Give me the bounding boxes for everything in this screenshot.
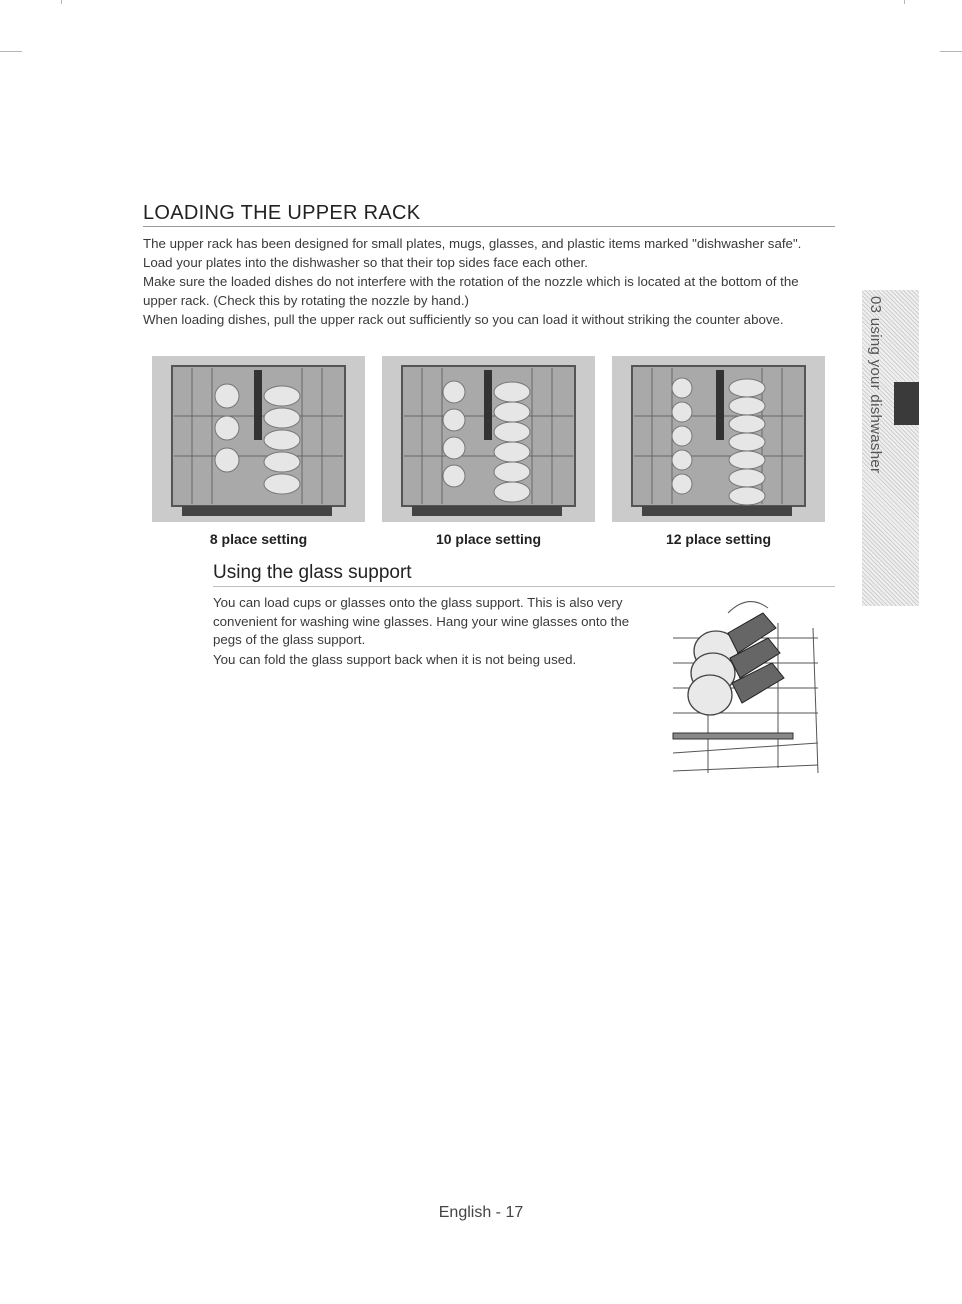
crop-mark: [940, 51, 962, 52]
upper-rack-illustration: [152, 356, 365, 522]
glass-support-title: Using the glass support: [213, 561, 835, 587]
glass-support-illustration: [668, 593, 824, 781]
caption-8-place: 8 place setting: [209, 531, 308, 547]
fold-back-paragraph: You can fold the glass support back when it is not being used.: [213, 652, 577, 667]
chapter-tab-label: 03 using your dishwasher: [867, 296, 884, 474]
loading-paragraph: When loading dishes, pull the upper rack out sufficiently so you can load it without striking the counter above.: [143, 312, 784, 327]
rack-photo-10-place: [382, 356, 595, 522]
page-footer: English - 17: [438, 1204, 524, 1221]
caption-10-place: 10 place setting: [435, 531, 542, 547]
intro-paragraph: The upper rack has been designed for small plates, mugs, glasses, and plastic items marked "dishwasher safe". Load your plates into the dishwasher so that their top sides face each other.: [143, 236, 802, 270]
upper-rack-illustration: [612, 356, 825, 522]
glass-support-paragraph: You can load cups or glasses onto the glass support. This is also very convenient for washing wine glasses. Hang your wine glasses onto the pegs of the glass support.: [213, 595, 630, 647]
crop-mark: [61, 0, 62, 4]
rack-photo-8-place: [152, 356, 365, 522]
caption-12-place: 12 place setting: [665, 531, 772, 547]
chapter-tab-marker: [894, 382, 919, 425]
rack-photo-12-place: [612, 356, 825, 522]
section-title: LOADING THE UPPER RACK: [143, 201, 835, 227]
upper-rack-illustration: [382, 356, 595, 522]
crop-mark: [904, 0, 905, 4]
crop-mark: [0, 51, 22, 52]
nozzle-paragraph: Make sure the loaded dishes do not interfere with the rotation of the nozzle which is located at the bottom of the upper rack. (Check this by rotating the nozzle by hand.): [143, 274, 799, 308]
